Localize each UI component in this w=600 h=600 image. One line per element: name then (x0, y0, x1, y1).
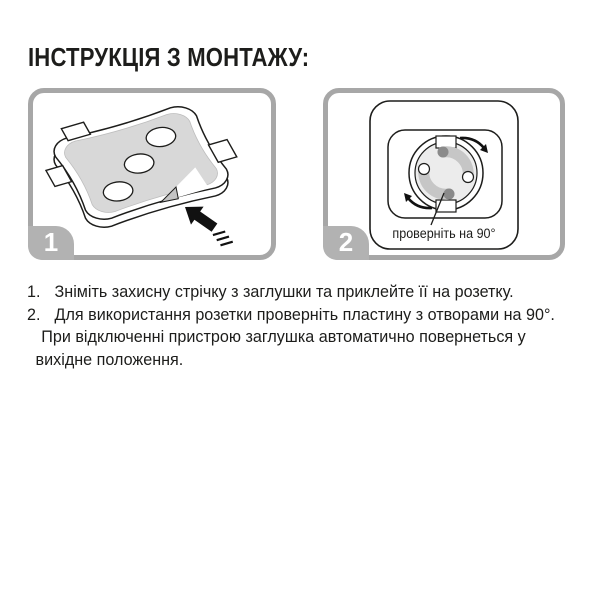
instruction-text: При відключенні пристрою заглушка автоматично повернеться у (41, 327, 526, 346)
instruction-item-continuation (36, 349, 555, 372)
slot-hole (463, 172, 474, 183)
page-title: ІНСТРУКЦІЯ З МОНТАЖУ: (28, 42, 310, 72)
step-1-panel (28, 88, 276, 260)
disc-notch-top (436, 136, 456, 148)
instructions-list (27, 281, 555, 371)
slot-dark-end (444, 189, 455, 200)
instruction-item (27, 281, 555, 304)
rotate-caption: проверніть на 90° (392, 226, 496, 241)
step-2-panel (323, 88, 565, 260)
instruction-item-continuation (41, 326, 555, 349)
slot-dark-end (438, 147, 449, 158)
step-number-badge: 1 (28, 226, 74, 260)
instruction-text: Для використання розетки проверніть пластину з отворами на 90°. (54, 304, 555, 324)
instruction-item (27, 304, 555, 327)
step-number-badge: 2 (323, 226, 369, 260)
slot-hole (419, 164, 430, 175)
peel-arrow-icon (179, 198, 240, 250)
instruction-text: вихідне положення. (35, 349, 184, 369)
instruction-number: 1. (27, 282, 41, 301)
instruction-number: 2. (27, 304, 41, 324)
instruction-text: Зніміть захисну стрічку з заглушки та приклейте її на розетку. (54, 282, 514, 301)
